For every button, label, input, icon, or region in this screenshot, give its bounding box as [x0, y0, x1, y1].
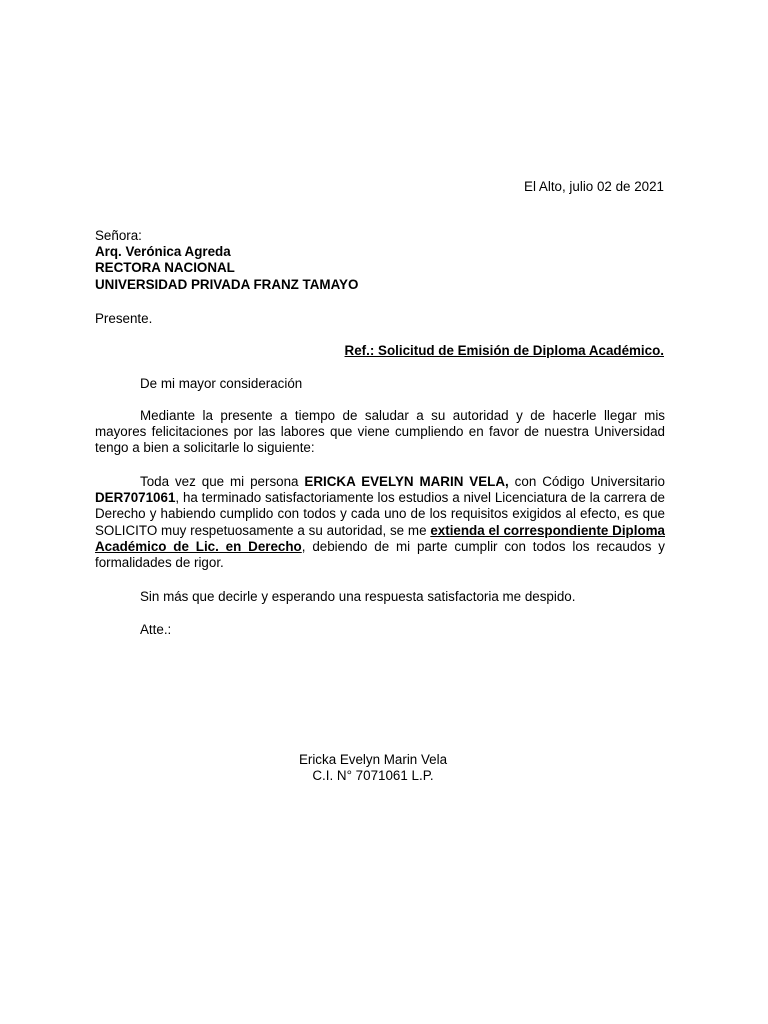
reference-line: Ref.: Solicitud de Emisión de Diploma Académico.	[344, 343, 664, 358]
letter-date: El Alto, julio 02 de 2021	[524, 179, 664, 194]
paragraph-2-text-4: , debiendo de mi parte cumplir con todos los recaudos y formalidades de rigor.	[95, 538, 665, 571]
paragraph-2-text-3: , ha terminado satisfactoriamente los estudios a nivel Licenciatura de la carrera de Derecho y habiendo cumplido con todos y cada uno de los requisitos exigidos al efecto, es que SOLICITO muy respetuosamente a su autoridad, se me	[95, 490, 665, 538]
signer-id: C.I. N° 7071061 L.P.	[312, 768, 434, 784]
recipient-institution: UNIVERSIDAD PRIVADA FRANZ TAMAYO	[95, 276, 359, 292]
presente-line: Presente.	[95, 311, 153, 326]
body-paragraph-3: Sin más que decirle y esperando una respuesta satisfactoria me despido.	[140, 589, 576, 604]
student-name: ERICKA EVELYN MARIN VELA,	[304, 474, 509, 489]
body-paragraph-1: Mediante la presente a tiempo de saludar a su autoridad y de hacerle llegar mis mayores felicitaciones por las labores que viene cumpliendo en favor de nuestra Universidad tengo a bien a solicitarle lo siguiente:	[95, 408, 665, 456]
recipient-block	[95, 228, 358, 293]
recipient-title: RECTORA NACIONAL	[95, 260, 235, 276]
signer-name: Ericka Evelyn Marin Vela	[298, 752, 448, 767]
paragraph-2-text-2: con Código Universitario	[508, 474, 665, 489]
paragraph-2-text-1: Toda vez que mi persona	[140, 474, 305, 489]
request-emphasis: extienda el correspondiente Diploma Académico de Lic. en Derecho	[95, 522, 665, 554]
salutation: Señora:	[95, 228, 142, 243]
signature-block	[0, 752, 746, 784]
closing-line: Atte.:	[140, 622, 172, 637]
recipient-name: Arq. Verónica Agreda	[95, 244, 231, 260]
greeting-line: De mi mayor consideración	[140, 376, 303, 391]
student-code: DER7071061	[95, 490, 176, 506]
body-paragraph-2	[95, 474, 665, 571]
